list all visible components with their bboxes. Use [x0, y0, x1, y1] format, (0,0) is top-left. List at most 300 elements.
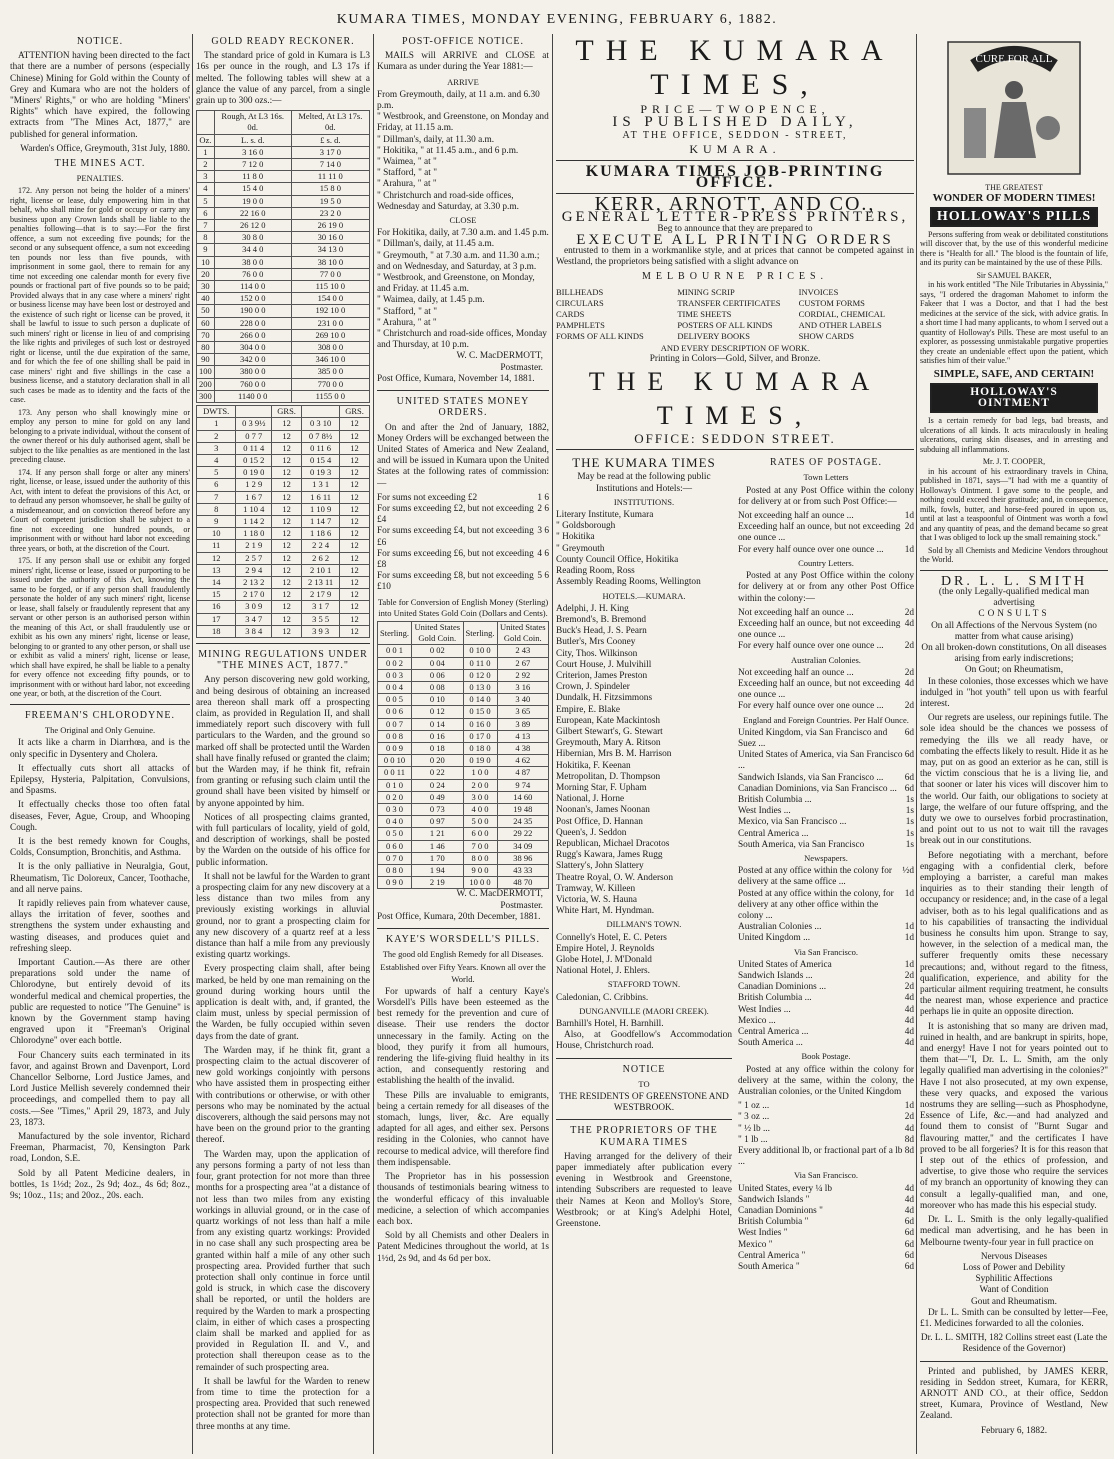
table-cell: 2 6 2: [302, 552, 340, 564]
table-cell: 1 94: [412, 865, 463, 877]
table-cell: 4 38: [497, 742, 548, 754]
table-header: £ s. d.: [291, 134, 369, 146]
table-row: [378, 657, 549, 669]
rate-label: For every half ounce over one ounce ...: [738, 544, 884, 555]
rate-row: [738, 1195, 914, 1206]
table-cell: 269 10 0: [291, 329, 369, 341]
smith-text: Before negotiating with a merchant, before engaging with a confidential clerk, before employing a barrister, a careful man makes inquiries as to their standing their length of occupancy or residence; and, in the case of a legal adviser, both as to his legal qualifications and as to his capabilities of transacting the individual business he consults him upon. Strange to say, however, in the selection of a medical man, the sufferer frequently omits these necessary precautions; and, without regard to the fitness, qualification, experience, and ability for the particular ailment requiring treatment, he consults the nearest man, whose experience and practice perhaps lie in quite an opposite direction.: [920, 850, 1108, 1018]
list-item: County Council Office, Hokitika: [556, 554, 679, 565]
smith-list: [920, 1252, 1108, 1308]
table-cell: 190 0 0: [214, 305, 291, 317]
cure-for-all-emblem: [944, 38, 1084, 178]
rate-label: United States of America: [738, 959, 832, 970]
table-cell: 12: [272, 442, 302, 454]
book-via-rates: [738, 1184, 914, 1274]
at-office: AT THE OFFICE, SEDDON - STREET,: [622, 130, 848, 142]
table-cell: 7 14 0: [291, 159, 369, 171]
list-item: Criterion, James Preston: [556, 670, 648, 681]
rate-value: 1d: [904, 888, 914, 899]
rate-row: [738, 933, 914, 944]
table-cell: 1 6 11: [302, 491, 340, 503]
table-cell: 0 14: [412, 718, 463, 730]
list-item: Reading Room, Ross: [556, 566, 635, 577]
table-cell: 0 22: [412, 767, 463, 779]
list-item: Globe Hotel, J. M'Donald: [556, 955, 652, 965]
table-cell: 7: [197, 491, 236, 503]
rate-value: ½d: [902, 866, 914, 877]
table-cell: 15 8 0: [291, 183, 369, 195]
book-text: Posted at any office within the colony for delivery at the same, within the colony, the Australian colonies, or the United Kingdom: [738, 1064, 914, 1098]
table-row: [378, 791, 549, 803]
table-cell: 4: [197, 183, 215, 195]
rate-value: 6d: [904, 1250, 914, 1261]
table-row: [197, 293, 370, 305]
table-cell: 152 0 0: [214, 293, 291, 305]
list-item: INVOICES: [798, 286, 839, 297]
table-cell: 30: [197, 281, 215, 293]
rate-row: [738, 728, 914, 750]
table-row: [378, 877, 549, 889]
rate-label: Mexico ": [738, 1239, 773, 1250]
table-row: [197, 601, 370, 613]
table-cell: 200: [197, 378, 215, 390]
stafford-heading: STAFFORD TOWN.: [607, 979, 681, 990]
rate-value: 8d: [904, 1134, 914, 1145]
table-cell: 0 19 0: [463, 755, 497, 767]
list-item: DELIVERY BOOKS: [677, 331, 750, 342]
table-cell: 0 6 0: [378, 840, 412, 852]
table-cell: 11 11 0: [291, 171, 369, 183]
table-cell: 0 7 7: [236, 430, 272, 442]
table-cell: 14 60: [497, 791, 548, 803]
table-cell: 0 0 4: [378, 681, 412, 693]
rate-row: [738, 784, 914, 795]
table-cell: 308 0 0: [291, 342, 369, 354]
table-cell: 1 18 6: [302, 528, 340, 540]
table-cell: 12: [340, 442, 370, 454]
list-item: Syphilitic Affections: [975, 1274, 1053, 1285]
table-cell: 2 17 0: [236, 589, 272, 601]
table-row: [378, 669, 549, 681]
table-cell: 34 09: [497, 840, 548, 852]
table-cell: 26 12 0: [214, 220, 291, 232]
table-row: [378, 706, 549, 718]
table-cell: 1 10 4: [236, 503, 272, 515]
rate-label: " 3 oz ...: [738, 1112, 770, 1123]
rate-label: For sums exceeding £6, but not exceeding £8: [377, 548, 534, 570]
rate-label: Mexico ...: [738, 1015, 776, 1026]
table-cell: 1: [197, 146, 215, 158]
table-cell: 0 0 3: [378, 669, 412, 681]
table-cell: 0 0 10: [378, 755, 412, 767]
rate-value: 1d: [904, 1101, 914, 1112]
smith-text: Dr. L. L. Smith is the only legally-qualified medical man advertising, and he has been in Melbourne twenty-four year in full practice on: [920, 1215, 1108, 1248]
divider: [556, 449, 914, 450]
table-cell: 12: [197, 552, 236, 564]
table-cell: 2 67: [497, 657, 548, 669]
table-cell: 8: [197, 232, 215, 244]
rate-row: [738, 1005, 914, 1016]
table-row: [197, 354, 370, 366]
table-cell: 228 0 0: [214, 317, 291, 329]
column-5: [920, 34, 1108, 1454]
table-cell: 0 0 5: [378, 694, 412, 706]
table-cell: 38 10 0: [291, 256, 369, 268]
rate-label: Canadian Dominions, via San Francisco ...: [738, 783, 897, 794]
list-item: Crown, J. Spindeler: [556, 682, 630, 693]
list-item: FORMS OF ALL KINDS: [556, 331, 644, 342]
column-1: [10, 34, 190, 1454]
table-cell: 9: [197, 244, 215, 256]
rate-value: 6d: [904, 727, 914, 738]
table-cell: 12: [340, 479, 370, 491]
list-item: White Hart, M. Hyndman.: [556, 906, 655, 917]
table-row: [378, 694, 549, 706]
conversion-title: Table for Conversion of English Money (Sterling) into United States Gold Coin (Dollars and Cents).: [377, 596, 549, 618]
smith-sub: (the only Legally-qualified medical man advertising: [938, 586, 1090, 609]
list-item: Metropolitan, D. Thompson: [556, 771, 661, 782]
rate-value: 1d: [904, 544, 914, 555]
list-item: Adelphi, J. H. King: [556, 603, 629, 614]
table-row: [197, 625, 370, 637]
smith-text: In these colonies, those excesses which we have indulged in "hot youth" tell upon us with fearful interest.: [920, 676, 1108, 709]
table-cell: 30 8 0: [214, 232, 291, 244]
table-cell: 12: [272, 564, 302, 576]
list-item: " Stafford, " at ": [377, 306, 438, 317]
table-cell: 3 0 0: [463, 791, 497, 803]
table-cell: 7: [197, 220, 215, 232]
rate-label: Posted at any office within the colony for delivery at the same office ...: [738, 866, 892, 888]
table-cell: 60: [197, 317, 215, 329]
rate-value: 2d: [904, 522, 914, 533]
rate-label: Mexico, via San Francisco ...: [738, 817, 847, 828]
rate-label: Exceeding half an ounce, but not exceeding one ounce ...: [738, 522, 901, 544]
table-header: [236, 406, 272, 418]
country-text: Posted at any Post Office within the colony for delivery at or from any other Post Office within the colony:—: [738, 571, 914, 604]
table-cell: 6 0 0: [463, 828, 497, 840]
reckoner-intro: The standard price of gold in Kumara is L3 16s per ounce in the rough, and L3 17s if melted. The following tables will shew at a glance the value of any parcel, from a single grain up to 300 ozs.:—: [196, 51, 370, 107]
rate-label: Every additional lb, or fractional part of a lb ...: [738, 1146, 903, 1168]
notice-sign: Warden's Office, Greymouth, 31st July, 1880.: [20, 143, 190, 154]
rate-row: [377, 526, 549, 548]
kumara-times-title: THE KUMARA TIMES,: [575, 34, 895, 101]
town-rates: [738, 511, 914, 556]
table-cell: 0 04: [412, 657, 463, 669]
table-cell: 19 5 0: [291, 195, 369, 207]
rate-row: [738, 608, 914, 619]
rate-value: 6d: [904, 750, 914, 761]
rate-value: 8d: [904, 1146, 914, 1157]
smith-condition: On all Affections of the Nervous System (no matter from what cause arising): [931, 620, 1097, 642]
institutions-list: [556, 510, 732, 588]
table-cell: 0 73: [412, 804, 463, 816]
post-office-intro: MAILS will ARRIVE and CLOSE at Kumara as under during the Year 1881:—: [377, 51, 549, 73]
table-cell: 4: [197, 454, 236, 466]
list-item: Victoria, W. S. Hauna: [556, 894, 638, 905]
table-row: [197, 378, 370, 390]
list-item: Post Office, D. Hannan: [556, 816, 643, 827]
table-row: [378, 767, 549, 779]
emblem-vessel: [1036, 116, 1060, 140]
column-rule: [552, 34, 553, 1454]
list-item: From Greymouth, daily, at 11 a.m. and 6.30 p.m.: [377, 89, 540, 112]
list-item: BILLHEADS: [556, 286, 604, 297]
list-item: Empire, E. Blake: [556, 704, 621, 715]
table-cell: 300: [197, 390, 215, 402]
rate-row: [738, 1251, 914, 1262]
rates-title: RATES OF POSTAGE.: [769, 457, 883, 469]
table-cell: 0 0 7: [378, 718, 412, 730]
table-row: [197, 342, 370, 354]
rate-value: 6d: [904, 1239, 914, 1250]
table-cell: 2 43: [497, 645, 548, 657]
table-cell: 90: [197, 354, 215, 366]
us-money-orders-text: On and after the 2nd of January, 1882, Money Orders will be exchanged between the United States of America and New Zealand, and will be issued in Kumara upon the United States at the following rates of commission:—: [377, 422, 549, 489]
table-row: [378, 742, 549, 754]
also-text: Also, at Goodfellow's Accommodation House, Christchurch road.: [556, 1030, 732, 1052]
table-cell: 0 24: [412, 779, 463, 791]
country-rates: [738, 608, 914, 653]
table-cell: 0 13 0: [463, 681, 497, 693]
rate-row: [738, 1206, 914, 1217]
list-item: Queen's, J. Seddon: [556, 827, 627, 838]
list-item: " Goldsborough: [556, 521, 616, 532]
list-item: " Dillman's, daily, at 11.45 a.m.: [377, 239, 495, 250]
reckoner-table: [196, 110, 370, 403]
regulation-text: Any person discovering new gold working, and being desirous of obtaining an increased area thereon shall mark off a prospecting claim, as provided in Regulation II, and shall immediately report such discovery with full particulars to the Warden, and the ground so marked off shall be protected until the Warden shall have finally refused or granted the claim; but the Warden may, if he think fit, refrain from granting or refusing such claim until the ground shall have been visited by himself or by anyone appointed by him.: [196, 675, 370, 809]
list-item: Loss of Power and Debility: [962, 1262, 1066, 1273]
table-cell: 8: [197, 503, 236, 515]
table-cell: 38 96: [497, 852, 548, 864]
table-row: [378, 755, 549, 767]
table-cell: 770 0 0: [291, 378, 369, 390]
proprietors-title: THE PROPRIETORS OF THE KUMARA TIMES: [570, 1125, 718, 1148]
column-rule: [192, 34, 193, 1454]
table-row: [197, 159, 370, 171]
regulation-text: It shall not be lawful for the Warden to grant a prospecting claim for any new discovery at a less distance than two miles from any previously existing workings in alluvial ground, nor to grant a prospecting claim for any new discovery of a quartz reef at a less distance than half a mile from any previously existing quartz workings.: [196, 871, 370, 961]
table-cell: 15: [197, 589, 236, 601]
chlorodyne-text: It is the best remedy known for Coughs, Colds, Consumption, Bronchitis, and Asthma.: [10, 836, 190, 859]
job-col: [799, 287, 914, 343]
simple-safe-certain: SIMPLE, SAFE, AND CERTAIN!: [933, 367, 1095, 380]
list-item: " Hokitika, " at 11.45 a.m., and 6 p.m.: [377, 145, 519, 156]
kaye-text: The Proprietor has in his possession thousands of testimonials bearing witness to the wonderful efficacy of this invaluable medicine, a selection of which accompanies each box.: [377, 1172, 549, 1227]
mining-regs-title: MINING REGULATIONS UNDER "THE MINES ACT, 1877.": [198, 648, 368, 672]
table-cell: 0 19 0: [236, 467, 272, 479]
post-office-date: Post Office, Kumara, November 14, 1881.: [377, 373, 535, 384]
table-cell: 1 70: [412, 852, 463, 864]
chlorodyne-sub: The Original and Only Genuine.: [44, 725, 156, 736]
table-row: [197, 576, 370, 588]
table-cell: 0 2 0: [378, 791, 412, 803]
rate-value: 4d: [904, 1194, 914, 1205]
rate-row: [738, 922, 914, 933]
column-4: [556, 34, 914, 1454]
table-cell: 7 12 0: [214, 159, 291, 171]
table-cell: 12: [340, 613, 370, 625]
table-cell: 3 65: [497, 706, 548, 718]
town-text: Posted at any Post Office within the colony for delivery at or from such Post Office:—: [738, 485, 914, 507]
table-row: [378, 804, 549, 816]
list-item: Hibernian, Mrs B. M. Harrison: [556, 749, 672, 760]
rate-value: 1s: [905, 839, 914, 850]
table-row: [197, 366, 370, 378]
table-cell: 3 1 7: [302, 601, 340, 613]
hotels-heading: HOTELS.—KUMARA.: [602, 590, 686, 601]
kaye-text: For upwards of half a century Kaye's Worsdell's Pills have been esteemed as the best remedy for the prevention and cure of disease. Their use renders the doctor unnecessary in the family. Acting on the blood, they purify it from all humours, rendering the life-giving fluid healthy in its action, and consequently restoring and establishing the health of the invalid.: [377, 986, 549, 1087]
signature-title: Postmaster.: [500, 362, 543, 373]
smith-text: It is astonishing that so many are driven mad, ruined in health, and are bankrupt in spirits, hope, and energy! Have I not for years pointed out to them that—"I, Dr. L. L. Smith, am the only legally qualified man advertising in the colonies?" Have I not also prosecuted, at my own expense, these very quacks, and exposed the various nostrums they are selling—such as Phosphodyne, Essence of Life, &c.—and had analyzed and found them to consist of "Burnt Sugar and flavouring matter," and the certificates I have proved to be all forgeries? It is for this reason that I step out of the ethics of profession, and advertise, to give those who require the services of my branch an opportunity of knowing they can consult a legally-qualified man, and one, moreover who has made this his especial study.: [920, 1021, 1108, 1211]
table-cell: 0 18: [412, 742, 463, 754]
rate-row: [738, 806, 914, 817]
regulation-text: It shall be lawful for the Warden to renew from time to time the protection for a prospecting area. Provided that such renewed protection shall not be granted for more than three months at any time.: [196, 1376, 370, 1432]
divider: [10, 704, 190, 705]
rate-value: 6d: [904, 1228, 914, 1239]
list-item: SHOW CARDS: [798, 331, 854, 342]
melbourne-prices: MELBOURNE PRICES.: [641, 271, 829, 283]
list-item: " Waimea, daily, at 1.45 p.m.: [377, 295, 485, 306]
rate-row: [738, 1262, 914, 1273]
office-address: OFFICE: SEDDON STREET.: [634, 431, 836, 447]
kumara-times-title-2: THE KUMARA TIMES,: [588, 367, 882, 431]
kumara: KUMARA.: [689, 141, 781, 156]
close-heading: CLOSE: [449, 215, 477, 226]
table-row: [197, 479, 370, 491]
institutions-heading: INSTITUTIONS.: [613, 496, 675, 507]
read-title: THE KUMARA TIMES: [572, 455, 716, 471]
table-cell: 12: [272, 613, 302, 625]
lower-section: [556, 455, 914, 1273]
rate-value: 4d: [904, 678, 914, 689]
rate-value: 2d: [904, 667, 914, 678]
rate-label: For every half ounce over one ounce ...: [738, 701, 884, 712]
table-cell: 50: [197, 305, 215, 317]
table-cell: 2: [197, 430, 236, 442]
table-cell: 34 13 0: [291, 244, 369, 256]
rate-label: West Indies ...: [738, 806, 791, 817]
rate-row: [738, 840, 914, 851]
table-row: [378, 840, 549, 852]
rate-label: Not exceeding half an ounce ...: [738, 607, 854, 618]
rate-value: 6d: [904, 1262, 914, 1273]
table-cell: 30 16 0: [291, 232, 369, 244]
table-cell: 0 11 6: [302, 442, 340, 454]
clause-175: 175. If any person shall use or exhibit any forged miners' right, license or lease, issued or purporting to be issued under the authority of this Act, knowing the same to be forged, or if any person shall fraudulently personate the holder of any such miners' right, license or lease, shall falsely or fraudulently represent that any servant or other person is an authorised person within the meaning of this Act, or shall fraudulently use or exhibit as his own any miners' right, license or lease, belonging to or granted to any other person, or shall use or exhibit as valid a miners' right, license or lease, which shall have expired, he shall be liable to a penalty for every offence not exceeding fifty pounds, or to imprisonment with or without hard labor, not exceeding one year, or both, at the discretion of the Court.: [10, 556, 190, 699]
book-rates: [738, 1101, 914, 1168]
list-item: MINING SCRIP: [677, 286, 735, 297]
list-item: Slattery's, John Slattery: [556, 861, 644, 872]
list-item: Tramway, W. Killeen: [556, 883, 636, 894]
table-cell: 0 11 4: [236, 442, 272, 454]
rate-value: 2d: [904, 1112, 914, 1123]
smith-condition: On Gout; on Rheumatism,: [964, 665, 1064, 676]
table-cell: 76 0 0: [214, 268, 291, 280]
rate-value: 4d: [904, 1004, 914, 1015]
notice-text: ATTENTION having been directed to the fact that there are a number of persons (especially Chinese) Mining for Gold within the County of Grey and Kumara who are not the holders of "Miners' Rights," or who are holding "Miners' Rights" which have expired, the following extracts from "The Mines Act, 1877," are published for general information.: [10, 51, 190, 140]
table-cell: 0 9 0: [378, 877, 412, 889]
table-row: [378, 852, 549, 864]
list-item: CUSTOM FORMS: [798, 297, 865, 308]
table-cell: 3 40: [497, 694, 548, 706]
table-cell: 12: [340, 515, 370, 527]
table-cell: 114 0 0: [214, 281, 291, 293]
table-cell: 12: [272, 491, 302, 503]
table-cell: 12: [272, 467, 302, 479]
rate-row: [377, 493, 549, 504]
divider: [920, 570, 1108, 571]
rate-label: United Kingdom, via San Francisco and Suez ...: [738, 727, 888, 749]
table-cell: 0 11 0: [463, 657, 497, 669]
table-cell: 16: [197, 601, 236, 613]
smith-text: Dr L. L. Smith can be consulted by letter—Fee, £1. Medicines forwarded to all the colonies.: [920, 1307, 1108, 1329]
signature: W. C. MacDERMOTT,: [456, 889, 543, 900]
table-cell: 12: [340, 564, 370, 576]
table-cell: 3 5 5: [302, 613, 340, 625]
chlorodyne-title: FREEMAN'S CHLORODYNE.: [24, 709, 176, 721]
table-cell: 0 19 3: [302, 467, 340, 479]
chlorodyne-text: It effectually checks those too often fatal diseases, Fever, Ague, Croup, and Whooping Cough.: [10, 800, 190, 833]
table-cell: 2 9 4: [236, 564, 272, 576]
table-cell: 18: [197, 625, 236, 637]
table-cell: 12: [340, 430, 370, 442]
rate-row: [377, 504, 549, 526]
smith-text: Our regrets are useless, our repinings futile. The sole idea should be the chances we possess of remedying the ills we all ready have, or combating the effects likely to result. Hide it as he may, put on as good an exterior as he can, still is the victim conscious that he is a living lie, and that sooner or later his vices will discover him to the world. Our faith, our obligations to society at large, the welfare of our future offspring, and the duty we owe to ourselves forbid procrastination, and point out to us not to wait till the ravages break out in our constitutions.: [920, 713, 1108, 847]
rate-label: United Kingdom ...: [738, 933, 811, 944]
every-description: AND EVERY DESCRIPTION OF WORK.: [660, 342, 810, 353]
book-via-heading: Via San Francisco.: [794, 1170, 858, 1181]
rate-label: " ½ lb ...: [738, 1123, 770, 1134]
table-row: [197, 589, 370, 601]
table-row: [197, 503, 370, 515]
australian-heading: Australian Colonies.: [791, 654, 861, 665]
list-item: " Christchurch and road-side offices, Wednesday and Saturday, at 3.30 p.m.: [377, 190, 519, 212]
list-item: Theatre Royal, O. W. Anderson: [556, 872, 673, 883]
rate-row: [738, 679, 914, 701]
table-cell: 3 89: [497, 718, 548, 730]
ointment-text: Is a certain remedy for bad legs, bad breasts, and ulcerations of all kinds. It acts miraculously in healing ulcerations, curing skin diseases, and in arresting and subduing all inflammations.: [920, 416, 1108, 454]
rate-label: Australian Colonies ...: [738, 922, 822, 933]
reckoner-title: GOLD READY RECKONER.: [211, 36, 355, 47]
divider: [556, 1119, 732, 1120]
table-cell: 9 0 0: [463, 865, 497, 877]
list-item: " Westbrook, and Greenstone, on Monday and Friday, at 11.15 a.m.: [377, 112, 549, 134]
rate-row: [738, 1101, 914, 1112]
rate-label: " 1 lb ...: [738, 1134, 768, 1145]
cooper-text: in his account of his extraordinary travels in China, published in 1871, says—"I had with me a quantity of Holloway's Ointment. I gave some to the people, and nothing could exceed their gratitude; and, in consequence, milk, fowls, butter, and horse-feed poured in upon us, until at last a teaspoonful of Ointment was worth a fowl and any quantity of peas, and the demand became so great that I was obliged to lock up the small remaining stock.": [920, 466, 1108, 543]
list-item: PAMPHLETS: [556, 320, 605, 331]
table-row: [197, 268, 370, 280]
list-item: " Arahura, " at ": [377, 317, 437, 328]
rate-value: 1d: [904, 933, 914, 944]
list-item: CARDS: [556, 309, 585, 320]
table-row: [197, 329, 370, 341]
table-row: [378, 718, 549, 730]
table-cell: 231 0 0: [291, 317, 369, 329]
list-item: CORDIAL, CHEMICAL: [798, 309, 886, 320]
rate-label: Exceeding half an ounce, but not exceeding one ounce ...: [738, 678, 901, 701]
table-cell: 100: [197, 366, 215, 378]
rate-value: 4d: [904, 1123, 914, 1134]
table-cell: 385 0 0: [291, 366, 369, 378]
list-item: Court House, J. Mulvihill: [556, 659, 652, 670]
rate-value: 1s: [905, 794, 914, 805]
list-item: " Hokitika: [556, 532, 595, 543]
conversion-date: Post Office, Kumara, 20th December, 1881.: [377, 911, 541, 922]
printed-by: Printed and published, by JAMES KERR, residing in Seddon street, Kumara, for KERR, ARNOTT AND CO., at their office, Seddon street, Kumara, Province of Westland, New Zealand.: [920, 1366, 1108, 1422]
rate-value: 1s: [905, 828, 914, 839]
rate-label: West Indies ": [738, 1228, 788, 1239]
table-cell: 34 4 0: [214, 244, 291, 256]
